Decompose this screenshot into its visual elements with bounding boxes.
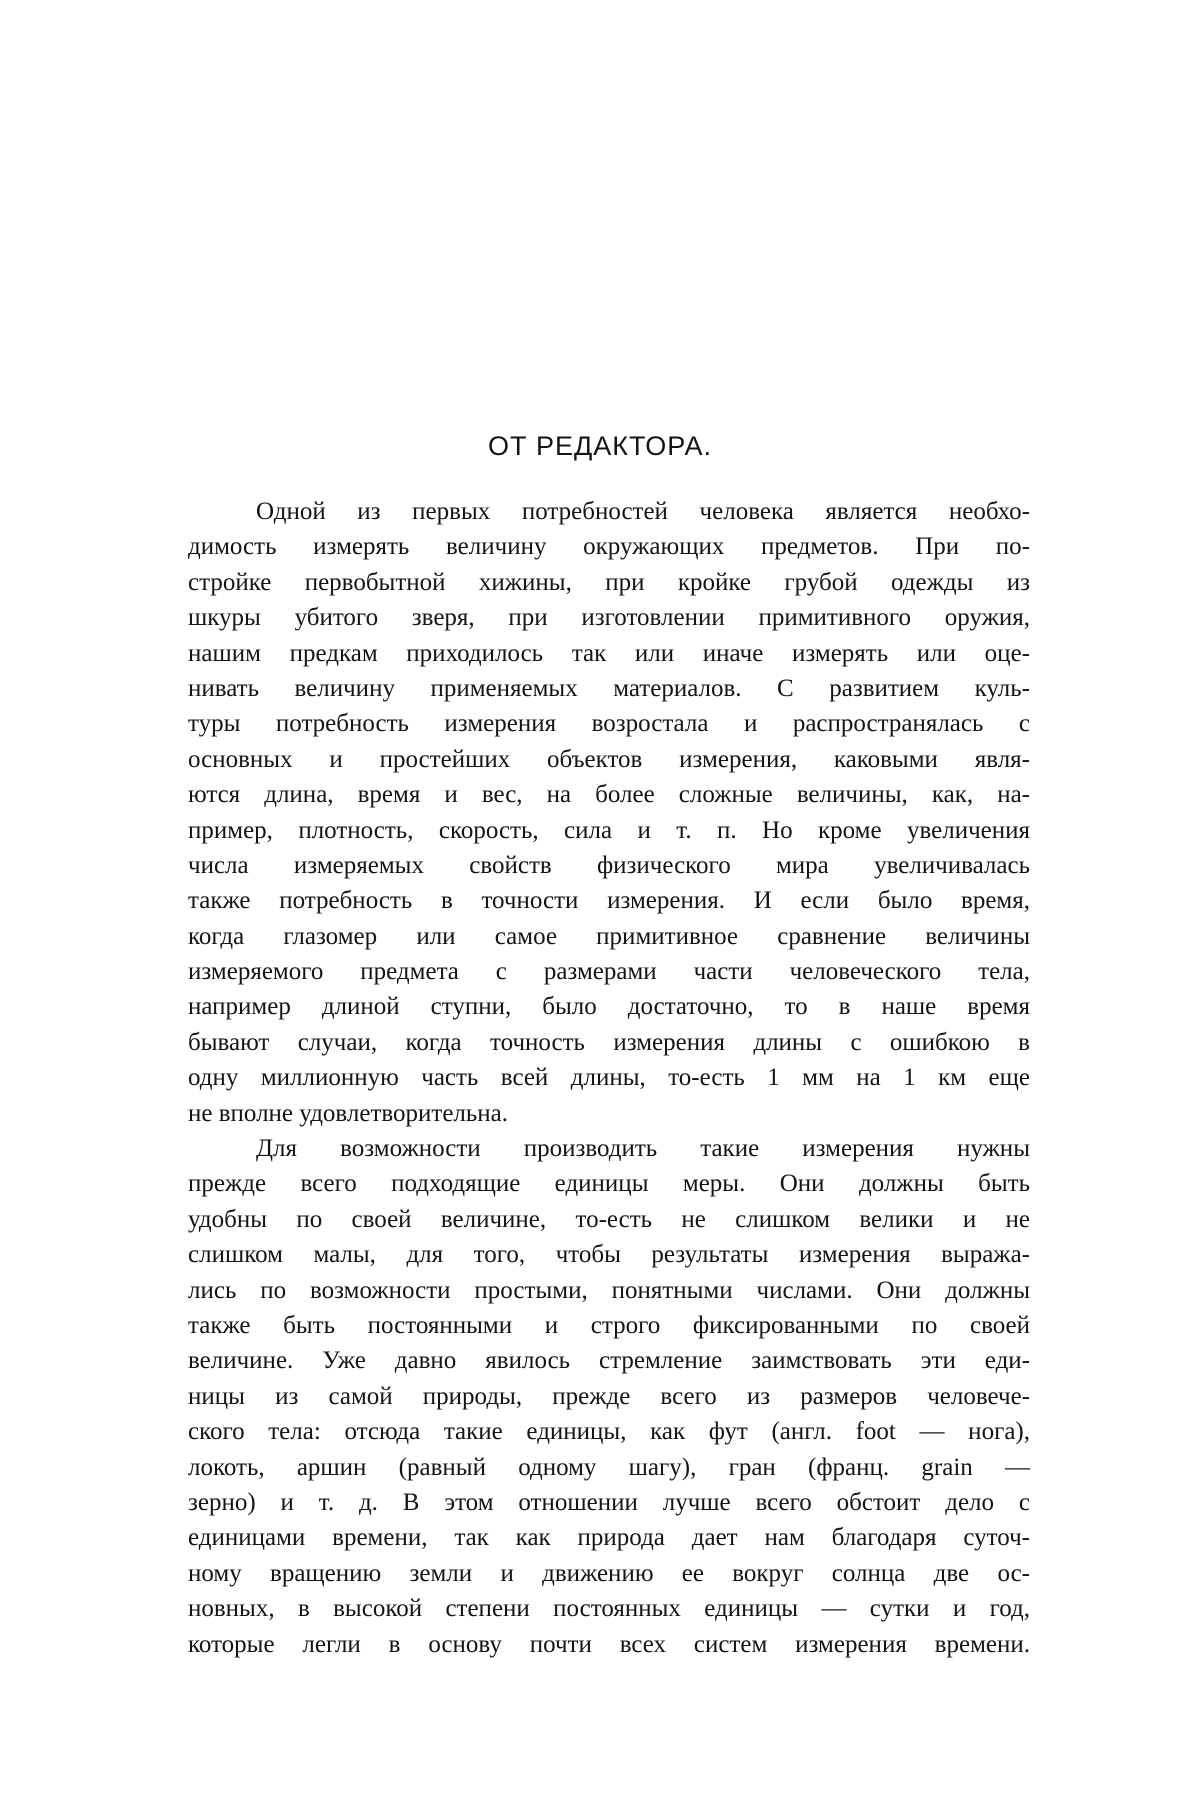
text-line: ются длина, время и вес, на более сложные величины, как, на-: [188, 777, 1030, 812]
text-line: числа измеряемых свойств физического мира увеличивалась: [188, 848, 1030, 883]
text-line: нашим предкам приходилось так или иначе измерять или оце-: [188, 636, 1030, 671]
text-line: нивать величину применяемых материалов. С развитием куль-: [188, 671, 1030, 706]
text-line: бывают случаи, когда точность измерения длины с ошибкою в: [188, 1025, 1030, 1060]
text-line: ному вращению земли и движению ее вокруг солнца две ос-: [188, 1556, 1030, 1591]
text-line: удобны по своей величине, то-есть не слишком велики и не: [188, 1202, 1030, 1237]
text-line: прежде всего подходящие единицы меры. Они должны быть: [188, 1166, 1030, 1201]
scanned-page: [0, 0, 1200, 1816]
text-line: слишком малы, для того, чтобы результаты измерения выража-: [188, 1237, 1030, 1272]
text-line: Для возможности производить такие измерения нужны: [188, 1131, 1030, 1166]
text-line: величине. Уже давно явилось стремление заимствовать эти еди-: [188, 1343, 1030, 1378]
text-line: которые легли в основу почти всех систем измерения времени.: [188, 1627, 1030, 1662]
text-line: когда глазомер или самое примитивное сравнение величины: [188, 919, 1030, 954]
text-line: стройке первобытной хижины, при кройке грубой одежды из: [188, 565, 1030, 600]
text-line: локоть, аршин (равный одному шагу), гран (франц. grain —: [188, 1450, 1030, 1485]
paragraph-2: [188, 1131, 1030, 1662]
text-line: пример, плотность, скорость, сила и т. п. Но кроме увеличения: [188, 813, 1030, 848]
text-line: основных и простейших объектов измерения, каковыми явля-: [188, 742, 1030, 777]
text-line: димость измерять величину окружающих предметов. При по-: [188, 529, 1030, 564]
text-line: единицами времени, так как природа дает нам благодаря суточ-: [188, 1520, 1030, 1555]
text-line: также быть постоянными и строго фиксированными по своей: [188, 1308, 1030, 1343]
text-line: шкуры убитого зверя, при изготовлении примитивного оружия,: [188, 600, 1030, 635]
text-line: например длиной ступни, было достаточно, то в наше время: [188, 989, 1030, 1024]
body-text: [188, 494, 1030, 1662]
text-line: одну миллионную часть всей длины, то-есть 1 мм на 1 км еще: [188, 1060, 1030, 1095]
text-line: новных, в высокой степени постоянных единицы — сутки и год,: [188, 1591, 1030, 1626]
text-line: также потребность в точности измерения. И если было время,: [188, 883, 1030, 918]
text-line: Одной из первых потребностей человека является необхо-: [188, 494, 1030, 529]
text-line: зерно) и т. д. В этом отношении лучше всего обстоит дело с: [188, 1485, 1030, 1520]
text-line: не вполне удовлетворительна.: [188, 1096, 1030, 1131]
text-line: туры потребность измерения возростала и распространялась с: [188, 706, 1030, 741]
text-line: ницы из самой природы, прежде всего из размеров человече-: [188, 1379, 1030, 1414]
text-line: ского тела: отсюда такие единицы, как фут (англ. foot — нога),: [188, 1414, 1030, 1449]
page-title: ОТ РЕДАКТОРА.: [0, 429, 1200, 463]
text-line: измеряемого предмета с размерами части человеческого тела,: [188, 954, 1030, 989]
paragraph-1: [188, 494, 1030, 1131]
text-line: лись по возможности простыми, понятными числами. Они должны: [188, 1273, 1030, 1308]
